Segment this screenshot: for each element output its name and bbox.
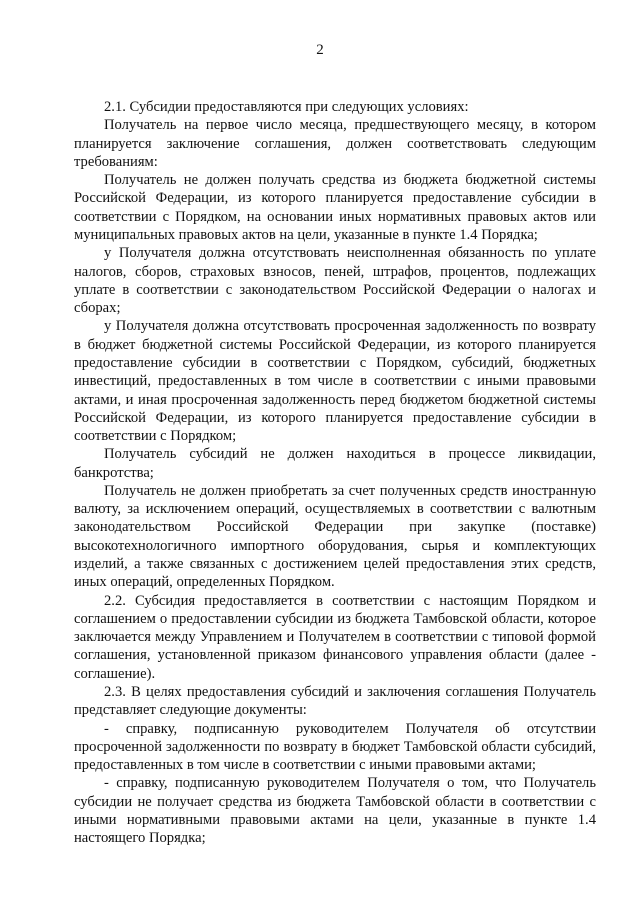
paragraph: Получатель не должен приобретать за счет полученных средств иностранную валюту, за исключением операций, осуществляемых в соответствии с валютным законодательством Российской Федерации при закупке (поставке) высокотехнологичного импортного оборудования, сырья и комплектующих изделий, а также связанных с достижением целей предоставления этих средств, иных операций, определенных Порядком. [74,482,596,591]
paragraph: Получатель субсидий не должен находиться в процессе ликвидации, банкротства; [74,446,596,481]
paragraph: 2.3. В целях предоставления субсидий и заключения соглашения Получатель представляет следующие документы: [74,684,596,719]
document-body [74,98,596,848]
paragraph: 2.2. Субсидия предоставляется в соответствии с настоящим Порядком и соглашением о предоставлении субсидии из бюджета Тамбовской области, которое заключается между Управлением и Получателем в соответствии с типовой формой соглашения, установленной приказом финансового управления области (далее - соглашение). [74,592,596,682]
paragraph: 2.1. Субсидии предоставляются при следующих условиях: [104,99,469,115]
paragraph: - справку, подписанную руководителем Получателя о том, что Получатель субсидии не получает средства из бюджета Тамбовской области в соответствии с иными нормативными правовыми актами на цели, указанные в пункте 1.4 настоящего Порядка; [74,775,596,847]
paragraph: Получатель не должен получать средства из бюджета бюджетной системы Российской Федерации, из которого планируется предоставление субсидии в соответствии с Порядком, на основании иных нормативных правовых актов или муниципальных правовых актов на цели, указанные в пункте 1.4 Порядка; [74,172,596,243]
paragraph: - справку, подписанную руководителем Получателя об отсутствии просроченной задолженности по возврату в бюджет Тамбовской области субсидий, предоставленных в том числе в соответствии с иными правовыми актами; [74,720,596,774]
paragraph: у Получателя должна отсутствовать неисполненная обязанность по уплате налогов, сборов, страховых взносов, пеней, штрафов, процентов, подлежащих уплате в соответствии с законодательством Российской Федерации о налогах и сборах; [74,245,596,317]
paragraph: Получатель на первое число месяца, предшествующего месяцу, в котором планируется заключение соглашения, должен соответствовать следующим требованиям: [74,117,596,170]
paragraph: у Получателя должна отсутствовать просроченная задолженность по возврату в бюджет бюджетной системы Российской Федерации, из которого планируется предоставление субсидии в соответствии с Порядком, субсидий, бюджетных инвестиций, предоставленных в том числе в соответствии с иными правовыми актами, и иная просроченная задолженность перед бюджетом бюджетной системы Российской Федерации, из которого планируется предоставление субсидии в соответствии с Порядком; [74,318,596,445]
page-number: 2 [316,42,324,58]
